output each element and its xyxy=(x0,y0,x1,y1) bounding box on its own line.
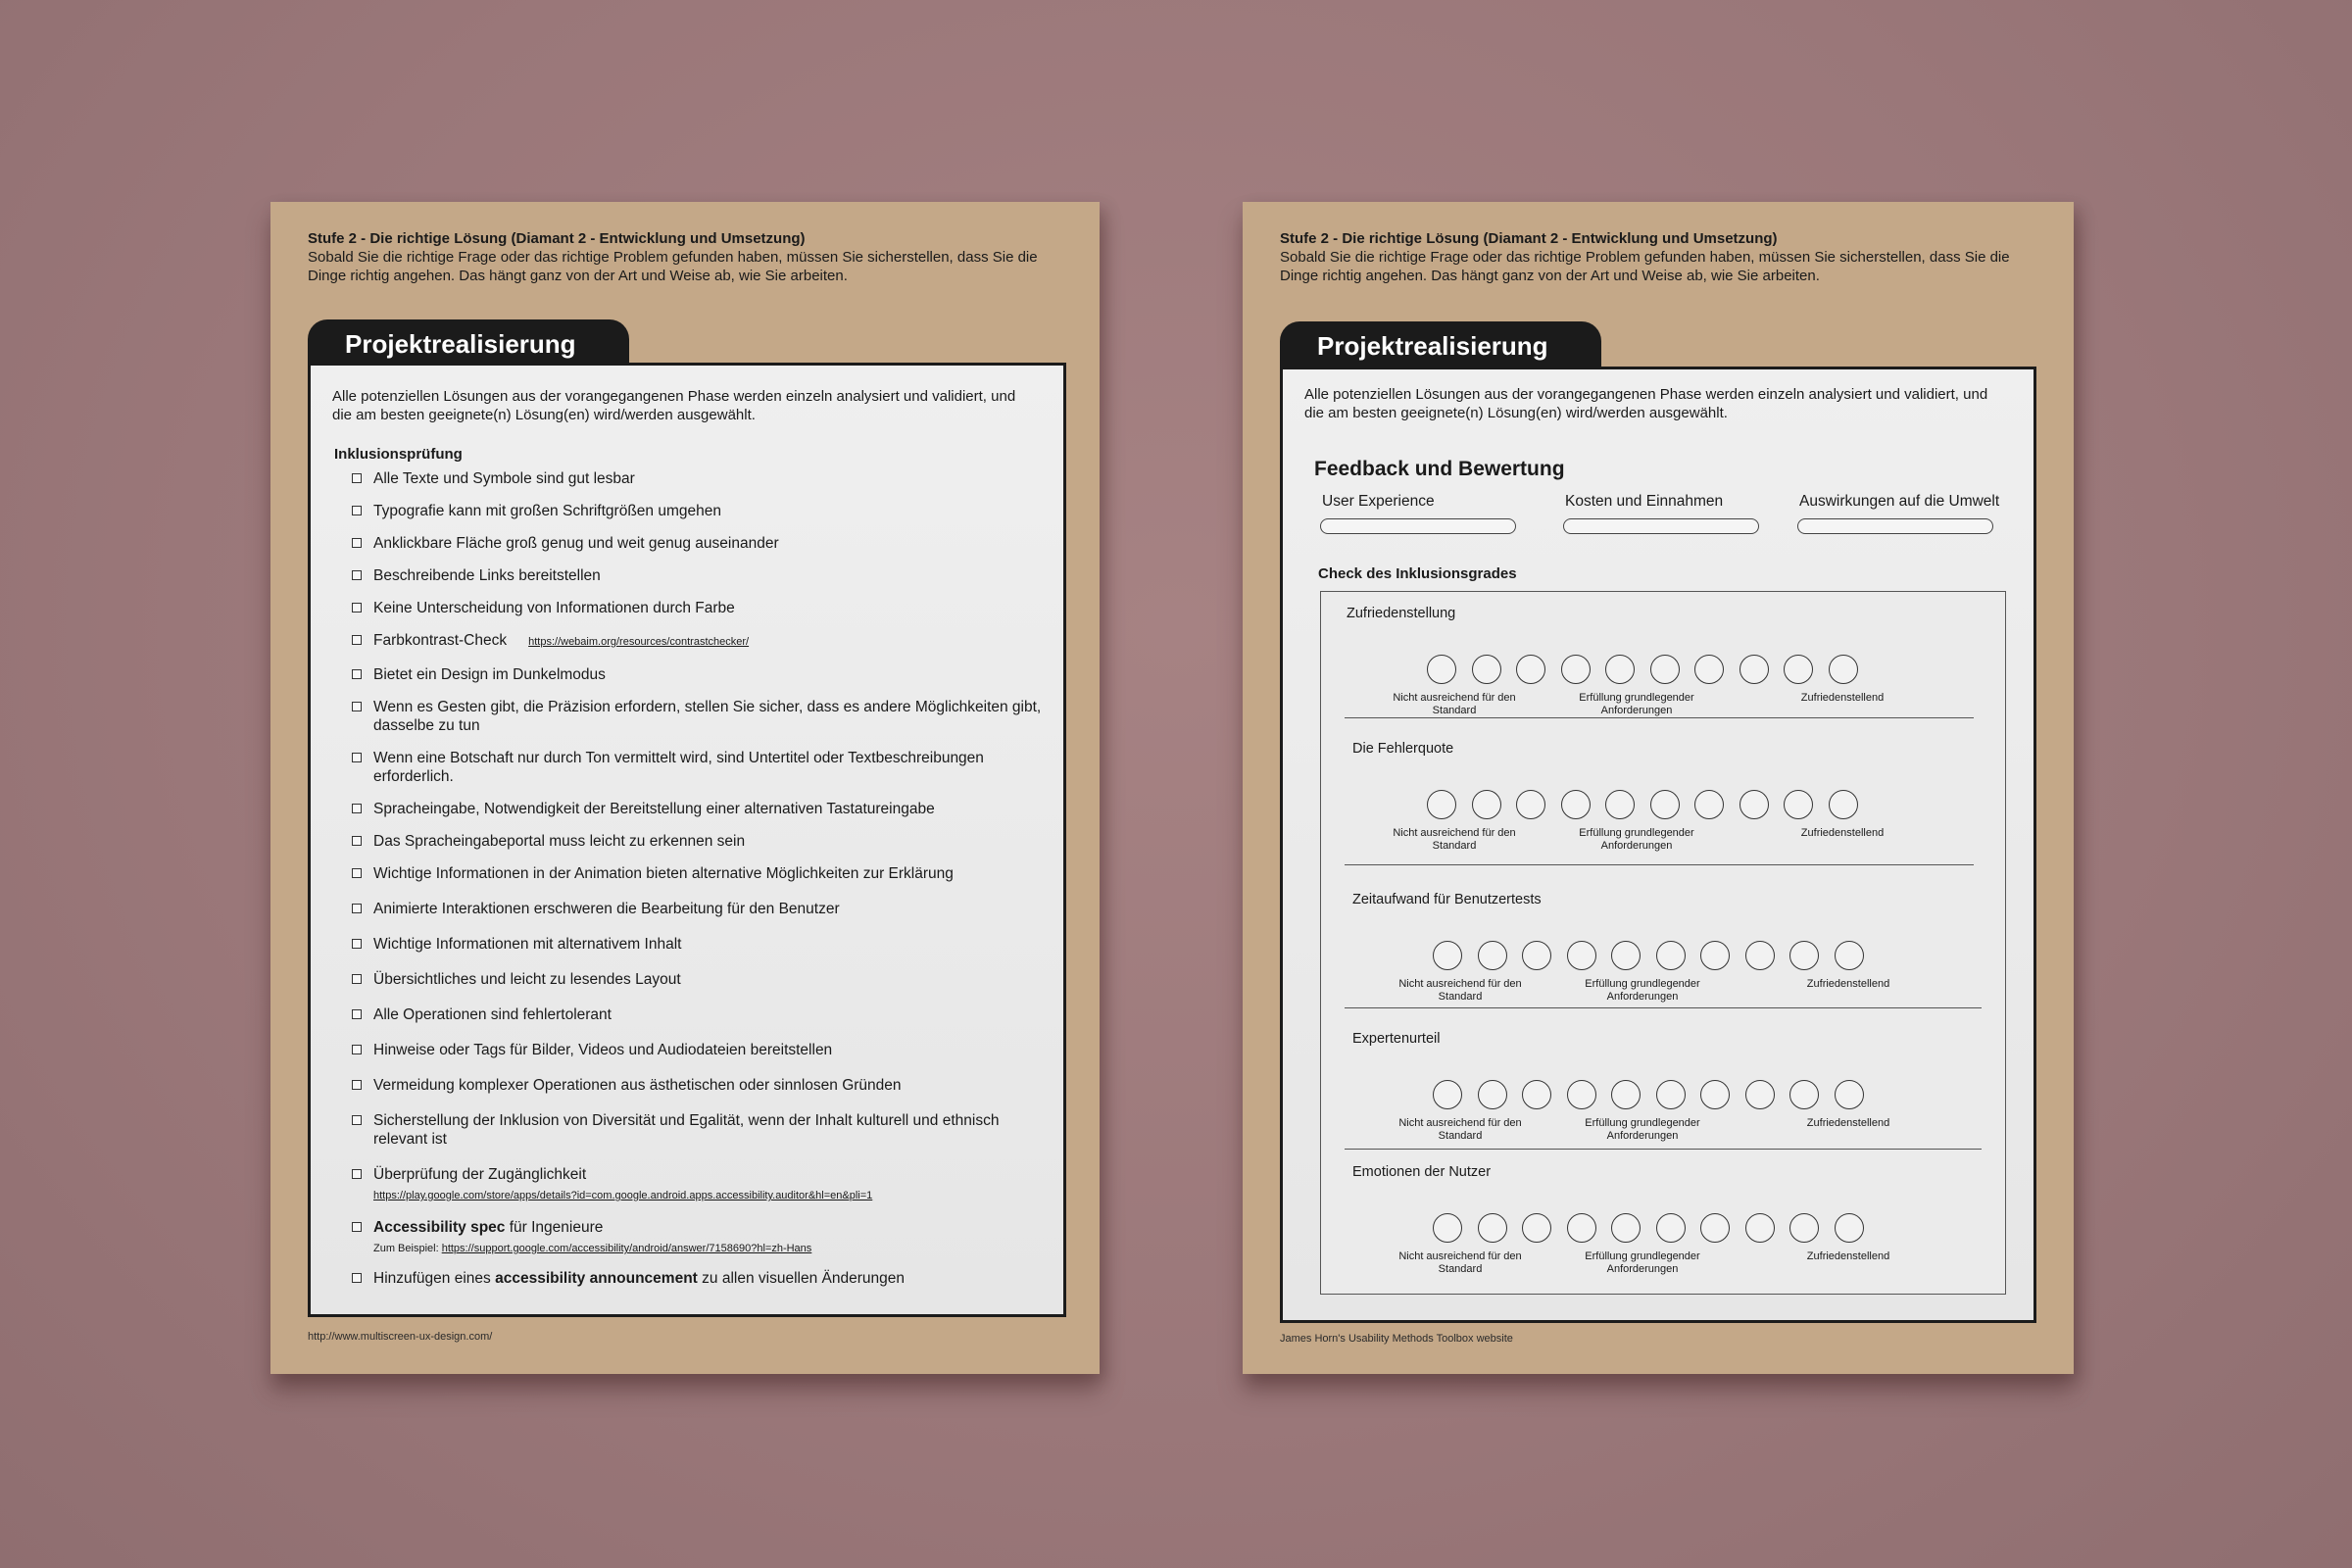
rating-option[interactable] xyxy=(1745,1080,1775,1109)
scale-title: Expertenurteil xyxy=(1352,1031,1441,1047)
checklist-item[interactable] xyxy=(352,1218,1044,1258)
checkbox[interactable] xyxy=(352,538,362,548)
item-text: Überprüfung der Zugänglichkeit xyxy=(373,1166,587,1183)
checkbox[interactable] xyxy=(352,506,362,515)
scale-anchor-low: Nicht ausreichend für den Standard xyxy=(1398,1117,1522,1142)
rating-option[interactable] xyxy=(1427,790,1456,819)
scale-anchor-low: Nicht ausreichend für den Standard xyxy=(1393,692,1516,716)
checkbox[interactable] xyxy=(352,570,362,580)
rating-option[interactable] xyxy=(1561,790,1591,819)
feedback-panel xyxy=(1280,367,2036,1323)
scale-anchor-low: Nicht ausreichend für den Standard xyxy=(1398,978,1522,1003)
scale-anchor-high: Zufriedenstellend xyxy=(1806,1117,1890,1129)
rating-bar-ux[interactable] xyxy=(1320,518,1516,534)
checkbox[interactable] xyxy=(352,669,362,679)
rating-option[interactable] xyxy=(1605,655,1635,684)
checklist-sheet xyxy=(270,202,1100,1374)
scale-divider xyxy=(1345,1007,1982,1008)
scale-anchor-high: Zufriedenstellend xyxy=(1800,827,1885,839)
rating-option[interactable] xyxy=(1433,1080,1462,1109)
checklist-item[interactable] xyxy=(352,1269,1044,1288)
rating-option[interactable] xyxy=(1561,655,1591,684)
stage-intro xyxy=(308,229,1060,285)
rating-option[interactable] xyxy=(1784,790,1813,819)
rating-option[interactable] xyxy=(1656,941,1686,970)
rating-bar-costs[interactable] xyxy=(1563,518,1759,534)
item-text: Beschreibende Links bereitstellen xyxy=(373,567,601,584)
item-text: Wenn eine Botschaft nur durch Ton vermittelt wird, sind Untertitel oder Textbeschreibungen erforderlich. xyxy=(373,750,984,785)
source-footer: http://www.multiscreen-ux-design.com/ xyxy=(308,1331,493,1343)
checkbox[interactable] xyxy=(352,702,362,711)
scale-title: Die Fehlerquote xyxy=(1352,741,1454,757)
checklist-item[interactable] xyxy=(352,1005,1044,1024)
rating-option[interactable] xyxy=(1650,655,1680,684)
checklist-item[interactable] xyxy=(352,800,1044,818)
feedback-title: Feedback und Bewertung xyxy=(1314,458,1565,480)
checklist-item[interactable] xyxy=(352,1165,1044,1205)
scale-divider xyxy=(1345,864,1974,865)
rating-option[interactable] xyxy=(1835,941,1864,970)
scale-title: Zufriedenstellung xyxy=(1347,606,1456,621)
checklist-item[interactable] xyxy=(352,1041,1044,1059)
rating-option[interactable] xyxy=(1789,1080,1819,1109)
scale-divider xyxy=(1345,717,1974,718)
rating-option[interactable] xyxy=(1835,1213,1864,1243)
scale-title: Zeitaufwand für Benutzertests xyxy=(1352,892,1542,907)
reference-link[interactable]: https://play.google.com/store/apps/details?id=com.google.android.apps.accessibility.auditor&hl=en&pli=1 xyxy=(373,1190,873,1201)
source-footer: James Horn's Usability Methods Toolbox website xyxy=(1280,1333,1513,1345)
scale-anchor-mid: Erfüllung grundlegender Anforderungen xyxy=(1579,692,1694,716)
checklist-item[interactable] xyxy=(352,631,1044,652)
category-label-environment: Auswirkungen auf die Umwelt xyxy=(1799,493,2000,510)
checklist-item[interactable] xyxy=(352,1111,1044,1149)
panel-description: Alle potenziellen Lösungen aus der vorangegangenen Phase werden einzeln analysiert und validiert, und die am besten geeignete(n) Lösung(en) wird/werden ausgewählt. xyxy=(332,388,1016,423)
rating-option[interactable] xyxy=(1835,1080,1864,1109)
item-text: Anklickbare Fläche groß genug und weit genug auseinander xyxy=(373,535,779,552)
rating-option[interactable] xyxy=(1740,790,1769,819)
rating-option[interactable] xyxy=(1611,1080,1641,1109)
rating-option[interactable] xyxy=(1522,941,1551,970)
rating-option[interactable] xyxy=(1740,655,1769,684)
item-text: Das Spracheingabeportal muss leicht zu erkennen sein xyxy=(373,833,746,850)
rating-option[interactable] xyxy=(1700,1080,1730,1109)
checklist xyxy=(352,469,1044,1288)
item-text: Alle Texte und Symbole sind gut lesbar xyxy=(373,470,635,487)
scale-anchor-low: Nicht ausreichend für den Standard xyxy=(1398,1250,1522,1275)
scale-anchor-mid: Erfüllung grundlegender Anforderungen xyxy=(1585,1117,1700,1142)
item-text-bold: accessibility announcement xyxy=(495,1270,698,1287)
checkbox[interactable] xyxy=(352,473,362,483)
checklist-item[interactable] xyxy=(352,599,1044,617)
checkbox[interactable] xyxy=(352,1045,362,1054)
checkbox[interactable] xyxy=(352,1222,362,1232)
rating-option[interactable] xyxy=(1694,655,1724,684)
rating-option[interactable] xyxy=(1478,941,1507,970)
checkbox[interactable] xyxy=(352,836,362,846)
rating-option[interactable] xyxy=(1650,790,1680,819)
rating-option[interactable] xyxy=(1829,790,1858,819)
checklist-item[interactable] xyxy=(352,698,1044,735)
checkbox[interactable] xyxy=(352,974,362,984)
inclusion-heading: Check des Inklusionsgrades xyxy=(1318,565,1517,582)
rating-option[interactable] xyxy=(1478,1080,1507,1109)
scale-divider xyxy=(1345,1149,1982,1150)
checklist-item[interactable] xyxy=(352,502,1044,520)
item-reference xyxy=(373,1240,1044,1258)
item-text: Hinzufügen eines xyxy=(373,1270,496,1287)
rating-option[interactable] xyxy=(1516,790,1545,819)
rating-option[interactable] xyxy=(1472,790,1501,819)
item-text: Keine Unterscheidung von Informationen durch Farbe xyxy=(373,600,735,616)
resource-link[interactable]: https://webaim.org/resources/contrastchecker/ xyxy=(528,636,750,648)
item-text: Übersichtliches und leicht zu lesendes Layout xyxy=(373,971,681,988)
section-tab-title: Projektrealisierung xyxy=(1280,321,1601,368)
rating-option[interactable] xyxy=(1567,941,1596,970)
rating-option[interactable] xyxy=(1829,655,1858,684)
checkbox[interactable] xyxy=(352,603,362,612)
scale-anchor-mid: Erfüllung grundlegender Anforderungen xyxy=(1585,1250,1700,1275)
scale-anchor-high: Zufriedenstellend xyxy=(1806,1250,1890,1262)
checklist-item[interactable] xyxy=(352,832,1044,851)
item-text: für Ingenieure xyxy=(505,1219,604,1236)
rating-option[interactable] xyxy=(1605,790,1635,819)
category-label-ux: User Experience xyxy=(1322,493,1435,510)
checkbox[interactable] xyxy=(352,1169,362,1179)
checkbox[interactable] xyxy=(352,1080,362,1090)
rating-option[interactable] xyxy=(1611,941,1641,970)
item-text: Wichtige Informationen in der Animation bieten alternative Möglichkeiten zur Erklärung xyxy=(373,865,954,882)
item-text: Spracheingabe, Notwendigkeit der Bereitstellung einer alternativen Tastatureingabe xyxy=(373,801,935,817)
checklist-item[interactable] xyxy=(352,665,1044,684)
reference-prefix: Zum Beispiel: xyxy=(373,1243,442,1254)
panel-description: Alle potenziellen Lösungen aus der vorangegangenen Phase werden einzeln analysiert und validiert, und die am besten geeignete(n) Lösung(en) wird/werden ausgewählt. xyxy=(1304,386,1988,421)
checklist-item[interactable] xyxy=(352,900,1044,918)
checkbox[interactable] xyxy=(352,904,362,913)
feedback-sheet xyxy=(1243,202,2074,1374)
rating-option[interactable] xyxy=(1433,1213,1462,1243)
checklist-item[interactable] xyxy=(352,534,1044,553)
rating-option[interactable] xyxy=(1433,941,1462,970)
rating-option[interactable] xyxy=(1700,941,1730,970)
item-reference xyxy=(373,1187,1044,1205)
checklist-item[interactable] xyxy=(352,749,1044,786)
checklist-item[interactable] xyxy=(352,935,1044,954)
section-tab-title: Projektrealisierung xyxy=(308,319,629,367)
item-text-bold: Accessibility spec xyxy=(373,1219,506,1236)
checklist-item[interactable] xyxy=(352,864,1044,883)
scale-anchor-high: Zufriedenstellend xyxy=(1806,978,1890,990)
stage-title: Stufe 2 - Die richtige Lösung (Diamant 2 - Entwicklung und Umsetzung) xyxy=(308,230,806,247)
scale-anchor-low: Nicht ausreichend für den Standard xyxy=(1393,827,1516,852)
rating-option[interactable] xyxy=(1611,1213,1641,1243)
rating-option[interactable] xyxy=(1789,941,1819,970)
item-text: Vermeidung komplexer Operationen aus ästhetischen oder sinnlosen Gründen xyxy=(373,1077,902,1094)
checklist-panel xyxy=(308,363,1066,1317)
stage-text: Sobald Sie die richtige Frage oder das richtige Problem gefunden haben, müssen Sie sicherstellen, dass Sie die Dinge richtig angehen. Das hängt ganz von der Art und Weise ab, wie Sie arbeiten. xyxy=(308,249,1038,284)
item-text: Sicherstellung der Inklusion von Diversität und Egalität, wenn der Inhalt kulturell und ethnisch relevant ist xyxy=(373,1112,1000,1148)
stage-title: Stufe 2 - Die richtige Lösung (Diamant 2 - Entwicklung und Umsetzung) xyxy=(1280,230,1778,247)
item-text: Hinweise oder Tags für Bilder, Videos und Audiodateien bereitstellen xyxy=(373,1042,833,1058)
rating-bar-environment[interactable] xyxy=(1797,518,1993,534)
rating-option[interactable] xyxy=(1427,655,1456,684)
checklist-heading: Inklusionsprüfung xyxy=(334,446,463,463)
rating-option[interactable] xyxy=(1472,655,1501,684)
checkbox[interactable] xyxy=(352,804,362,813)
rating-option[interactable] xyxy=(1522,1213,1551,1243)
scale-anchor-mid: Erfüllung grundlegender Anforderungen xyxy=(1579,827,1694,852)
checklist-item[interactable] xyxy=(352,566,1044,585)
scale-anchor-high: Zufriedenstellend xyxy=(1800,692,1885,704)
item-text: Farbkontrast-Check xyxy=(373,632,508,649)
rating-option[interactable] xyxy=(1694,790,1724,819)
rating-option[interactable] xyxy=(1516,655,1545,684)
category-label-costs: Kosten und Einnahmen xyxy=(1565,493,1724,510)
checkbox[interactable] xyxy=(352,635,362,645)
item-text: Wenn es Gesten gibt, die Präzision erfordern, stellen Sie sicher, dass es andere Möglichkeiten gibt, dasselbe zu tun xyxy=(373,699,1042,734)
checklist-item[interactable] xyxy=(352,970,1044,989)
rating-option[interactable] xyxy=(1478,1213,1507,1243)
stage-intro xyxy=(1280,229,2034,285)
checklist-item[interactable] xyxy=(352,1076,1044,1095)
rating-option[interactable] xyxy=(1656,1213,1686,1243)
item-text: Alle Operationen sind fehlertolerant xyxy=(373,1006,612,1023)
item-text: zu allen visuellen Änderungen xyxy=(697,1270,905,1287)
rating-option[interactable] xyxy=(1745,941,1775,970)
item-text: Wichtige Informationen mit alternativem Inhalt xyxy=(373,936,682,953)
rating-option[interactable] xyxy=(1784,655,1813,684)
item-text: Bietet ein Design im Dunkelmodus xyxy=(373,666,606,683)
rating-option[interactable] xyxy=(1522,1080,1551,1109)
stage-text: Sobald Sie die richtige Frage oder das richtige Problem gefunden haben, müssen Sie sicherstellen, dass Sie die Dinge richtig angehen. Das hängt ganz von der Art und Weise ab, wie Sie arbeiten. xyxy=(1280,249,2010,284)
rating-option[interactable] xyxy=(1567,1213,1596,1243)
scale-title: Emotionen der Nutzer xyxy=(1352,1164,1492,1180)
checkbox[interactable] xyxy=(352,753,362,762)
checkbox[interactable] xyxy=(352,1115,362,1125)
rating-option[interactable] xyxy=(1700,1213,1730,1243)
checkbox[interactable] xyxy=(352,1009,362,1019)
reference-link[interactable]: https://support.google.com/accessibility/android/answer/7158690?hl=zh-Hans xyxy=(441,1243,812,1254)
checkbox[interactable] xyxy=(352,939,362,949)
scale-anchor-mid: Erfüllung grundlegender Anforderungen xyxy=(1585,978,1700,1003)
checklist-item[interactable] xyxy=(352,469,1044,488)
rating-option[interactable] xyxy=(1656,1080,1686,1109)
item-text: Typografie kann mit großen Schriftgrößen umgehen xyxy=(373,503,721,519)
inclusion-scales xyxy=(1320,591,2006,1295)
rating-option[interactable] xyxy=(1745,1213,1775,1243)
item-text: Animierte Interaktionen erschweren die Bearbeitung für den Benutzer xyxy=(373,901,840,917)
checkbox[interactable] xyxy=(352,1273,362,1283)
checkbox[interactable] xyxy=(352,868,362,878)
rating-option[interactable] xyxy=(1567,1080,1596,1109)
rating-option[interactable] xyxy=(1789,1213,1819,1243)
